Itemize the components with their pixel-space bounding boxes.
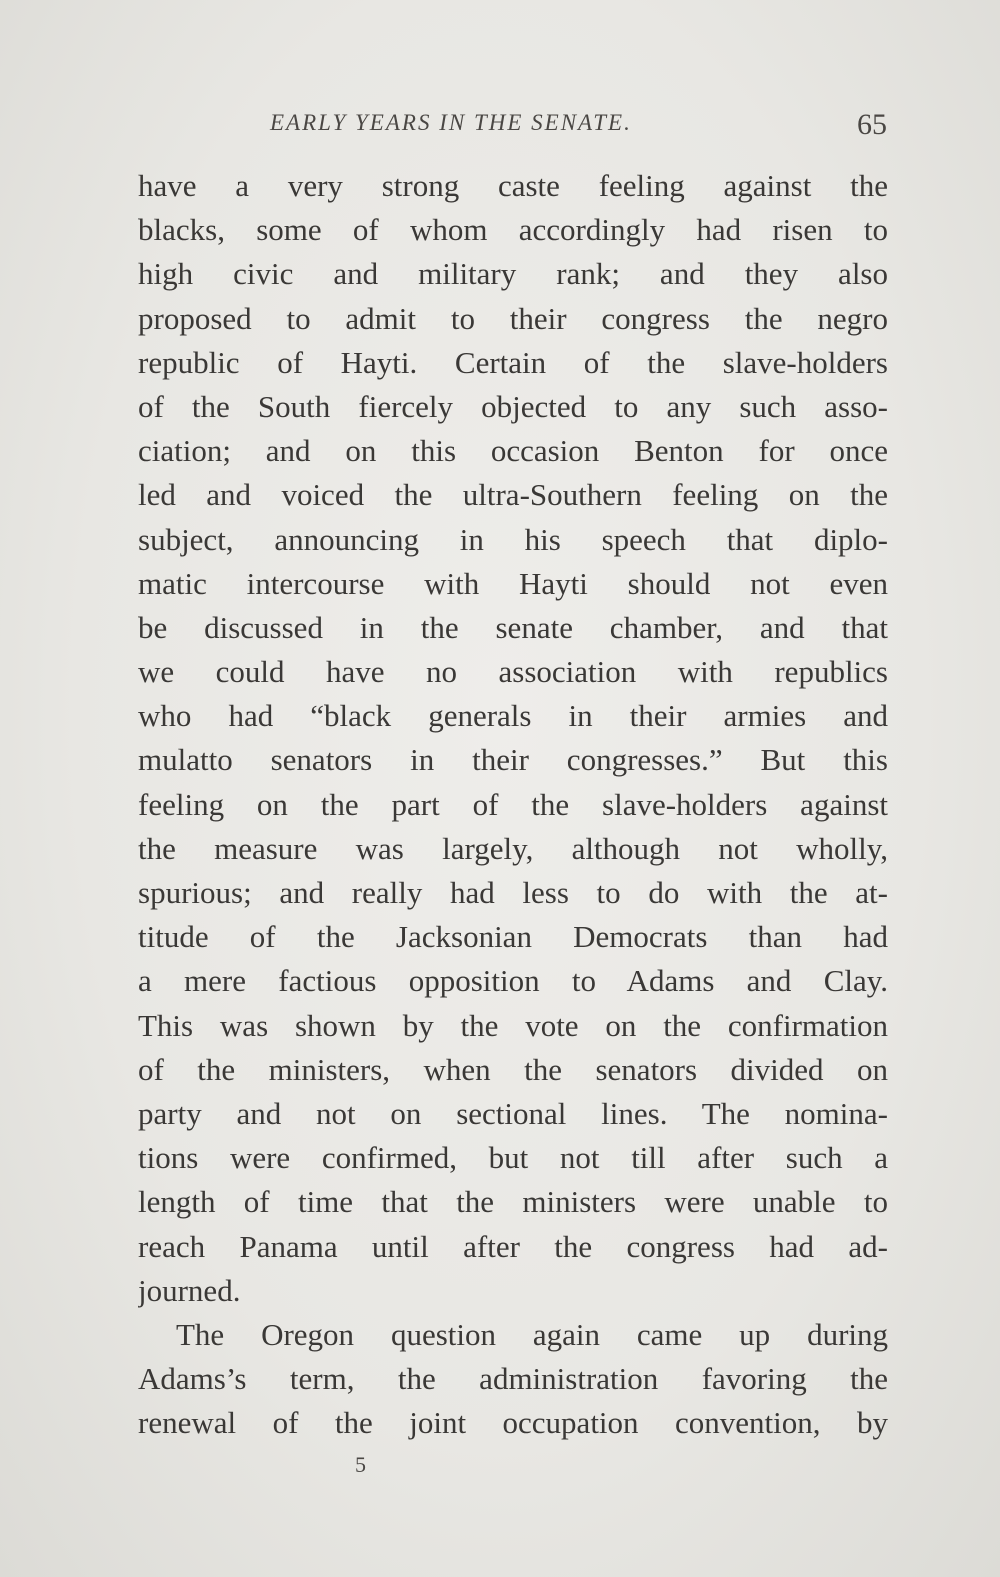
text-line: party and not on sectional lines. The nomina- <box>138 1095 888 1131</box>
text-line: reach Panama until after the congress had ad- <box>138 1228 888 1264</box>
text-line: spurious; and really had less to do with the at- <box>138 875 888 910</box>
text-line: proposed to admit to their congress the negro <box>138 300 888 336</box>
text-line: who had “black generals in their armies and <box>138 698 888 734</box>
text-line: journed. <box>138 1272 241 1308</box>
text-line: a mere factious opposition to Adams and Clay. <box>138 963 888 999</box>
text-line: matic intercourse with Hayti should not even <box>138 565 888 601</box>
text-line: be discussed in the senate chamber, and that <box>138 609 888 645</box>
text-line: subject, announcing in his speech that diplo- <box>138 521 888 557</box>
text-line: feeling on the part of the slave-holders against <box>138 786 888 822</box>
text-line: the measure was largely, although not wholly, <box>138 830 888 866</box>
body-text <box>138 164 888 1445</box>
text-line: we could have no association with republics <box>138 654 888 690</box>
text-line: republic of Hayti. Certain of the slave-holders <box>138 344 888 380</box>
page-header <box>142 108 887 148</box>
text-line: of the ministers, when the senators divided on <box>138 1051 888 1087</box>
text-line: renewal of the joint occupation convention, by <box>138 1405 888 1441</box>
text-line: length of time that the ministers were unable to <box>138 1184 888 1220</box>
text-line: of the South fiercely objected to any such asso- <box>138 388 888 424</box>
text-line: blacks, some of whom accordingly had risen to <box>138 212 888 248</box>
page-number: 65 <box>857 108 887 141</box>
text-line: This was shown by the vote on the confirmation <box>138 1007 888 1043</box>
running-head: EARLY YEARS IN THE SENATE. <box>270 110 632 135</box>
text-line: led and voiced the ultra-Southern feeling on the <box>138 477 888 513</box>
text-line: ciation; and on this occasion Benton for once <box>138 433 888 469</box>
paragraph-first-line: The Oregon question again came up during <box>176 1316 888 1352</box>
signature-mark: 5 <box>355 1452 366 1477</box>
text-line: tions were confirmed, but not till after such a <box>138 1140 888 1176</box>
text-line: titude of the Jacksonian Democrats than had <box>138 919 888 955</box>
text-line: mulatto senators in their congresses.” But this <box>138 742 888 778</box>
text-line: have a very strong caste feeling against the <box>138 168 888 203</box>
text-line: high civic and military rank; and they also <box>138 256 888 292</box>
text-line: Adams’s term, the administration favoring the <box>138 1361 888 1397</box>
